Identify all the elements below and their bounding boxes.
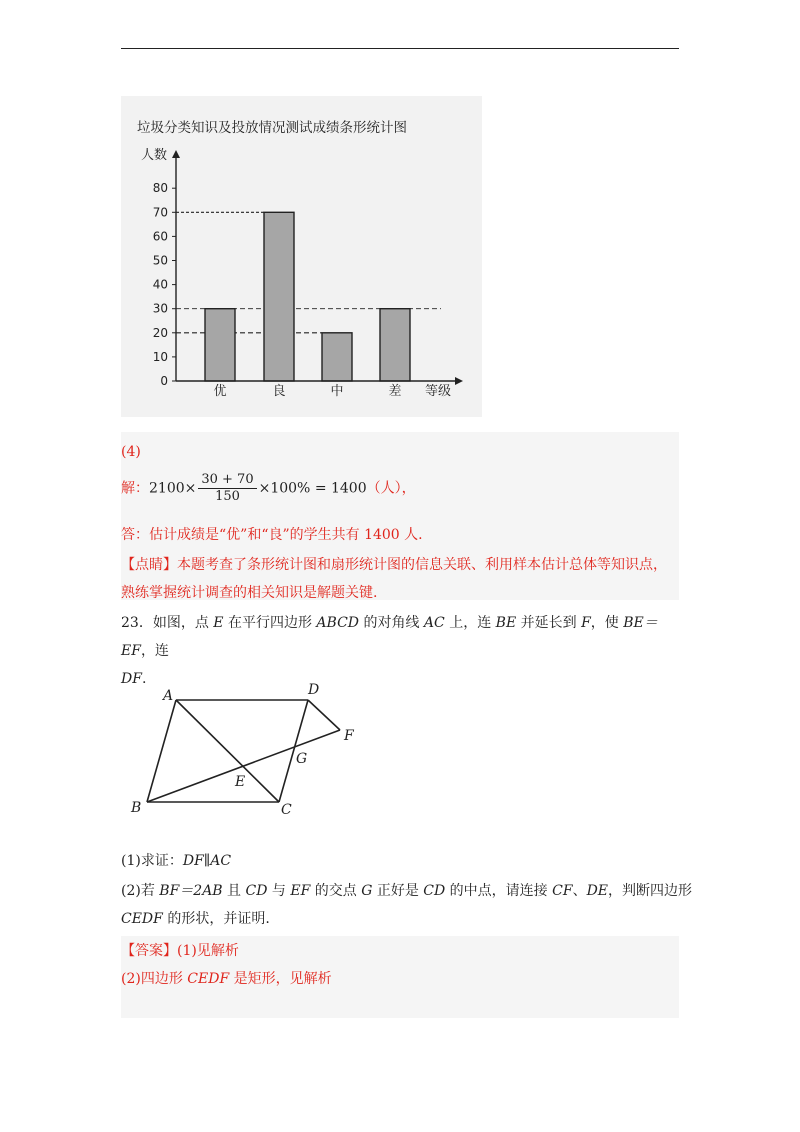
label-B: B bbox=[131, 800, 142, 816]
label-F: F bbox=[344, 728, 354, 744]
bar bbox=[205, 309, 235, 381]
x-axis-arrow bbox=[455, 377, 463, 385]
sub2-var: CF bbox=[552, 883, 573, 899]
label-C: C bbox=[281, 802, 292, 818]
subquestion-2-line-1 bbox=[121, 880, 692, 900]
bar bbox=[322, 333, 352, 381]
y-tick-label: 70 bbox=[152, 205, 168, 220]
q23-text: 23．如图，点 bbox=[121, 615, 214, 631]
label-D: D bbox=[308, 682, 320, 698]
sub2-var: EF bbox=[290, 883, 311, 899]
label-E: E bbox=[235, 774, 246, 790]
answer-text-1: (1)见解析 bbox=[177, 943, 239, 959]
fraction-denominator: 150 bbox=[215, 489, 240, 504]
bar-chart bbox=[121, 96, 482, 417]
answer-line-1 bbox=[121, 940, 239, 960]
y-axis-arrow bbox=[172, 150, 180, 158]
y-tick-label: 40 bbox=[152, 277, 168, 292]
y-tick-label: 30 bbox=[152, 301, 168, 316]
expr-right: ×100% = 1400 bbox=[258, 480, 367, 497]
sub1-prefix: (1)求证： bbox=[121, 853, 183, 869]
sub2-text: 、 bbox=[572, 883, 587, 899]
x-tick-label: 良 bbox=[272, 384, 286, 399]
solve-prefix: 解： bbox=[121, 480, 149, 497]
segment-BF bbox=[147, 730, 340, 802]
y-tick-label: 60 bbox=[152, 229, 168, 244]
answer-line-2 bbox=[121, 968, 332, 988]
sub2-text: (2)若 bbox=[121, 883, 160, 899]
header-rule bbox=[121, 48, 679, 49]
sub2-text: 的交点 bbox=[310, 883, 362, 899]
q23-var: BE＝EF bbox=[121, 615, 658, 659]
chart-title: 垃圾分类知识及投放情况测试成绩条形统计图 bbox=[137, 120, 407, 136]
fraction-numerator: 30 + 70 bbox=[198, 472, 256, 489]
q23-var: AC bbox=[423, 615, 445, 631]
part4-label: (4) bbox=[121, 444, 141, 460]
answer-text-2a: (2)四边形 bbox=[121, 971, 188, 987]
fraction bbox=[198, 472, 256, 505]
x-tick-label: 优 bbox=[213, 384, 227, 399]
label-A: A bbox=[163, 688, 174, 704]
q23-var: BE bbox=[495, 615, 517, 631]
x-tick-label: 中 bbox=[330, 384, 344, 399]
answer-text-2c: 是矩形，见解析 bbox=[229, 971, 332, 987]
q23-text: 的对角线 bbox=[359, 615, 424, 631]
expr-left: 2100× bbox=[149, 480, 197, 497]
answer-var: CEDF bbox=[187, 971, 230, 987]
comment-line-2: 熟练掌握统计调查的相关知识是解题关键. bbox=[121, 585, 378, 601]
y-tick-label: 10 bbox=[152, 349, 168, 364]
sub2-text: 的形状，并证明. bbox=[162, 911, 270, 927]
bar bbox=[264, 212, 294, 381]
segment-DF bbox=[308, 700, 340, 730]
segment-AC bbox=[176, 700, 279, 802]
comment-text-1: 本题考查了条形统计图和扇形统计图的信息关联、利用样本估计总体等知识点， bbox=[177, 557, 667, 573]
q23-var: E bbox=[213, 615, 224, 631]
q23-text: 在平行四边形 bbox=[223, 615, 317, 631]
y-tick-label: 80 bbox=[152, 181, 168, 196]
q23-text: . bbox=[141, 671, 147, 687]
subquestion-1 bbox=[121, 850, 231, 870]
sub2-text: 与 bbox=[267, 883, 291, 899]
comment-line-1 bbox=[121, 554, 667, 574]
y-tick-label: 50 bbox=[152, 253, 168, 268]
q23-text: 并延长到 bbox=[516, 615, 582, 631]
solution-line bbox=[121, 472, 416, 505]
x-axis-label: 等级 bbox=[425, 384, 452, 399]
answer-tag: 【答案】 bbox=[121, 943, 177, 959]
subquestion-2-line-2 bbox=[121, 908, 270, 928]
sub2-var: CEDF bbox=[121, 911, 163, 927]
sub2-var: CD bbox=[423, 883, 446, 899]
bar-chart-panel bbox=[121, 96, 482, 417]
sub2-text: 正好是 bbox=[372, 883, 424, 899]
y-axis-label: 人数 bbox=[141, 148, 168, 163]
q23-line-1 bbox=[121, 609, 679, 665]
sub1-statement: DF∥AC bbox=[182, 853, 232, 869]
sub2-var: DE bbox=[586, 883, 609, 899]
y-tick-label: 20 bbox=[152, 325, 168, 340]
segment-AB bbox=[147, 700, 176, 802]
y-tick-label: 0 bbox=[160, 374, 168, 388]
unit-text: （人）， bbox=[366, 480, 416, 497]
solution-panel bbox=[121, 432, 679, 600]
q23-text: ，使 bbox=[590, 615, 624, 631]
q23-var: F bbox=[581, 615, 591, 631]
sub2-var: BF＝2AB bbox=[159, 883, 223, 899]
sub2-text: 且 bbox=[222, 883, 246, 899]
q23-var: DF bbox=[121, 671, 142, 687]
sub2-text: 的中点，请连接 bbox=[445, 883, 553, 899]
q23-var: ABCD bbox=[316, 615, 360, 631]
parallelogram-figure bbox=[121, 672, 371, 822]
sub2-var: CD bbox=[245, 883, 268, 899]
q23-text: 上，连 bbox=[444, 615, 496, 631]
answer-sentence: 答：估计成绩是“优”和“良”的学生共有 1400 人. bbox=[121, 527, 423, 543]
bar bbox=[380, 309, 410, 381]
comment-tag: 【点睛】 bbox=[121, 557, 177, 573]
q23-text: ，连 bbox=[140, 643, 169, 659]
sub2-text: ，判断四边形 bbox=[608, 883, 693, 899]
label-G: G bbox=[296, 751, 308, 767]
x-tick-label: 差 bbox=[388, 384, 402, 399]
sub2-var: G bbox=[361, 883, 373, 899]
